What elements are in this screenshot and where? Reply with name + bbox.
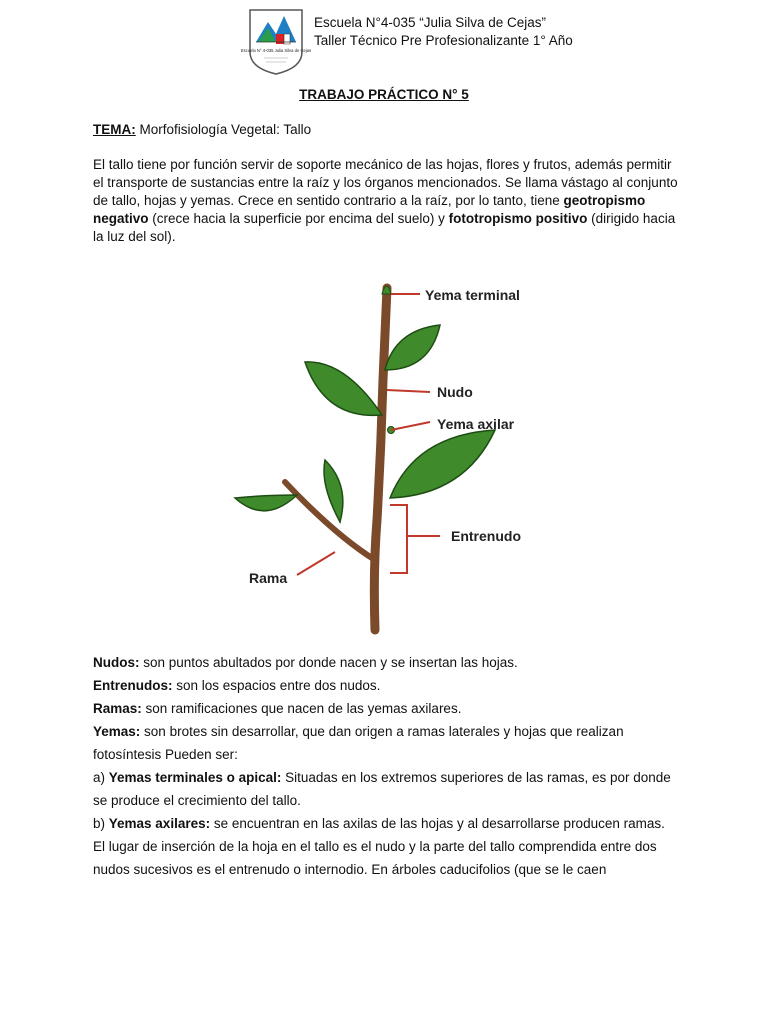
definition-yemas	[93, 720, 683, 766]
definition-yemas-terminales	[93, 766, 683, 812]
prefix-b: b)	[93, 816, 109, 831]
term-entrenudos: Entrenudos:	[93, 678, 173, 693]
label-yema-axilar: Yema axilar	[437, 416, 515, 432]
intro-paragraph	[93, 156, 683, 246]
label-entrenudo: Entrenudo	[451, 528, 521, 544]
pointer-yema-axilar	[391, 422, 430, 430]
intro-text-3: (dirigido hacia la luz del sol).	[93, 211, 676, 244]
term-yemas: Yemas:	[93, 724, 141, 739]
definition-nudos	[93, 651, 683, 674]
workshop-name: Taller Técnico Pre Profesionalizante 1° Año	[314, 33, 573, 48]
definition-entrenudos	[93, 674, 683, 697]
intro-text-2: (crece hacia la superficie por encima del suelo) y	[148, 211, 449, 226]
term-nudos: Nudos:	[93, 655, 140, 670]
school-header	[314, 14, 573, 50]
pointer-rama	[297, 552, 335, 575]
school-crest-logo	[240, 8, 312, 76]
term-yemas-terminales: Yemas terminales o apical:	[108, 770, 282, 785]
text-yemas: son brotes sin desarrollar, que dan origen a ramas laterales y hojas que realizan fotosíntesis Pueden ser:	[93, 724, 624, 762]
label-nudo: Nudo	[437, 384, 473, 400]
intro-text-1: El tallo tiene por función servir de soporte mecánico de las hojas, flores y frutos, además permitir el transporte de sustancias entre la raíz y los órganos mencionados. Se llama vástago al conjunto de tallo, hojas y yemas. Crece en sentido contrario a la raíz, por lo tanto, tiene	[93, 157, 678, 208]
topic-text: Morfofisiología Vegetal: Tallo	[135, 122, 312, 137]
term-yemas-axilares: Yemas axilares:	[108, 816, 211, 831]
school-name: Escuela N°4-035 “Julia Silva de Cejas”	[314, 15, 547, 30]
leaf-branch-mid	[324, 460, 343, 522]
term-ramas: Ramas:	[93, 701, 142, 716]
text-yemas-axilares: se encuentran en las axilas de las hojas y al desarrollarse producen ramas.	[210, 816, 665, 831]
definitions-section	[93, 651, 683, 881]
leaf-left	[305, 362, 382, 415]
main-stem	[374, 288, 387, 630]
definition-yemas-axilares	[93, 812, 683, 835]
stem-diagram	[225, 270, 545, 640]
label-rama: Rama	[249, 570, 288, 586]
leaf-right	[390, 430, 495, 498]
text-yemas-terminales: Situadas en los extremos superiores de las ramas, es por donde se produce el crecimiento del tallo.	[93, 770, 671, 808]
page-title: TRABAJO PRÁCTICO N° 5	[299, 87, 469, 102]
closing-paragraph: El lugar de inserción de la hoja en el tallo es el nudo y la parte del tallo comprendida entre dos nudos sucesivos es el entrenudo o internodio. En árboles caducifolios (que se le caen	[93, 839, 657, 877]
topic-line	[93, 122, 311, 137]
text-ramas: son ramificaciones que nacen de las yemas axilares.	[141, 701, 462, 716]
definition-ramas	[93, 697, 683, 720]
entrenudo-bracket	[390, 505, 407, 573]
leaf-branch-tip	[235, 495, 297, 511]
text-entrenudos: son los espacios entre dos nudos.	[172, 678, 381, 693]
text-nudos: son puntos abultados por donde nacen y se insertan las hojas.	[139, 655, 518, 670]
label-yema-terminal: Yema terminal	[425, 287, 520, 303]
prefix-a: a)	[93, 770, 109, 785]
topic-label: TEMA:	[93, 122, 136, 137]
crest-text: Escuela N° 4-035 Julia Silva de Cejas	[240, 48, 312, 53]
pointer-nudo	[387, 390, 430, 392]
geotropism-term: geotropismo negativo	[93, 193, 646, 226]
leaf-upper-right	[385, 325, 440, 370]
phototropism-term: fototropismo positivo	[448, 211, 588, 226]
